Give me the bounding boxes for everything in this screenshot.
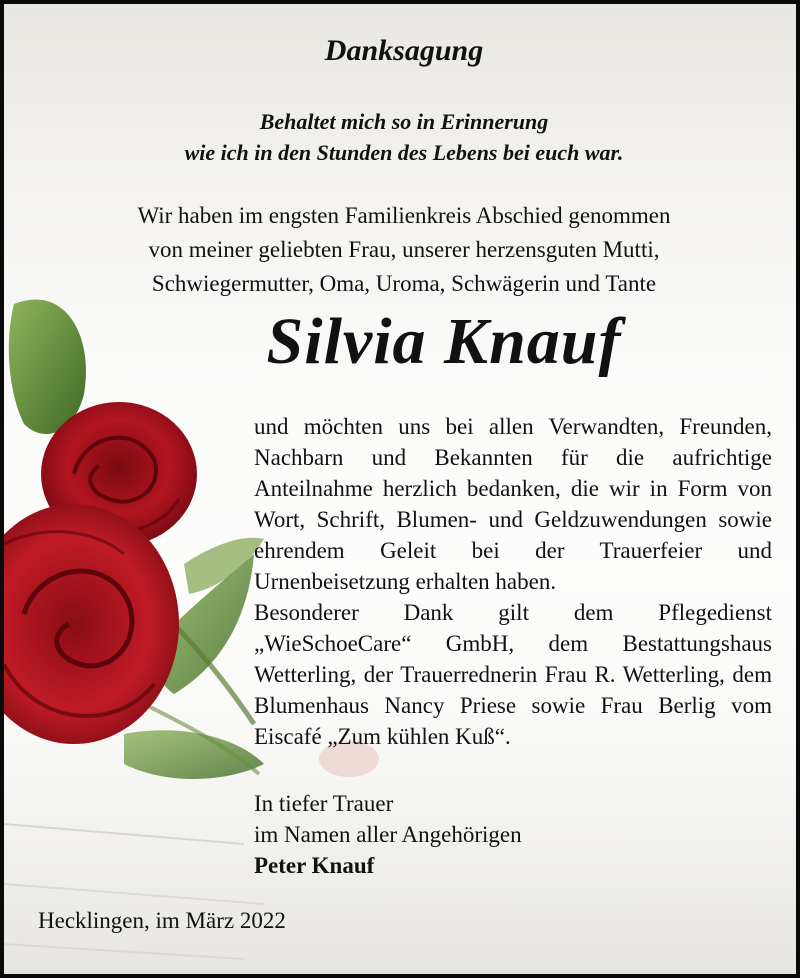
- closing-block: [254, 788, 522, 881]
- place-date: Hecklingen, im März 2022: [38, 908, 286, 933]
- notice-heading: Danksagung: [324, 34, 484, 67]
- thanks-paragraph: und möchten uns bei allen Verwandten, Freunden, Nachbarn und Bekannten für die aufrichtige Anteilnahme herzlich bedanken, die wir in Form von Wort, Schrift, Blumen- und Geldzuwendungen sowie ehrendem Geleit bei der Trauerfeier und Urnenbeisetzung erhalten haben.: [254, 414, 772, 594]
- intro-line: Wir haben im engsten Familienkreis Abschied genommen: [137, 203, 671, 228]
- deceased-name: Silvia Knauf: [266, 305, 622, 378]
- intro-line: Schwiegermutter, Oma, Uroma, Schwägerin und Tante: [151, 271, 657, 296]
- motto-line: Behaltet mich so in Erinnerung: [259, 109, 549, 134]
- motto-line: wie ich in den Stunden des Lebens bei euch war.: [184, 140, 624, 165]
- intro-line: von meiner geliebten Frau, unserer herzensguten Mutti,: [148, 237, 660, 262]
- thanks-text: [254, 411, 772, 752]
- intro-text: [4, 199, 800, 301]
- closing-line: In tiefer Trauer: [254, 791, 394, 816]
- signer-name: Peter Knauf: [254, 853, 375, 878]
- special-thanks-paragraph: Besonderer Dank gilt dem Pflegedienst „WieSchoeCare“ GmbH, dem Bestattungshaus Wetterling, der Trauerrednerin Frau R. Wetterling, dem Blumenhaus Nancy Priese sowie Frau Berlig vom Eiscafé „Zum kühlen Kuß“.: [254, 600, 772, 749]
- closing-line: im Namen aller Angehörigen: [254, 822, 522, 847]
- motto-quote: [4, 106, 800, 168]
